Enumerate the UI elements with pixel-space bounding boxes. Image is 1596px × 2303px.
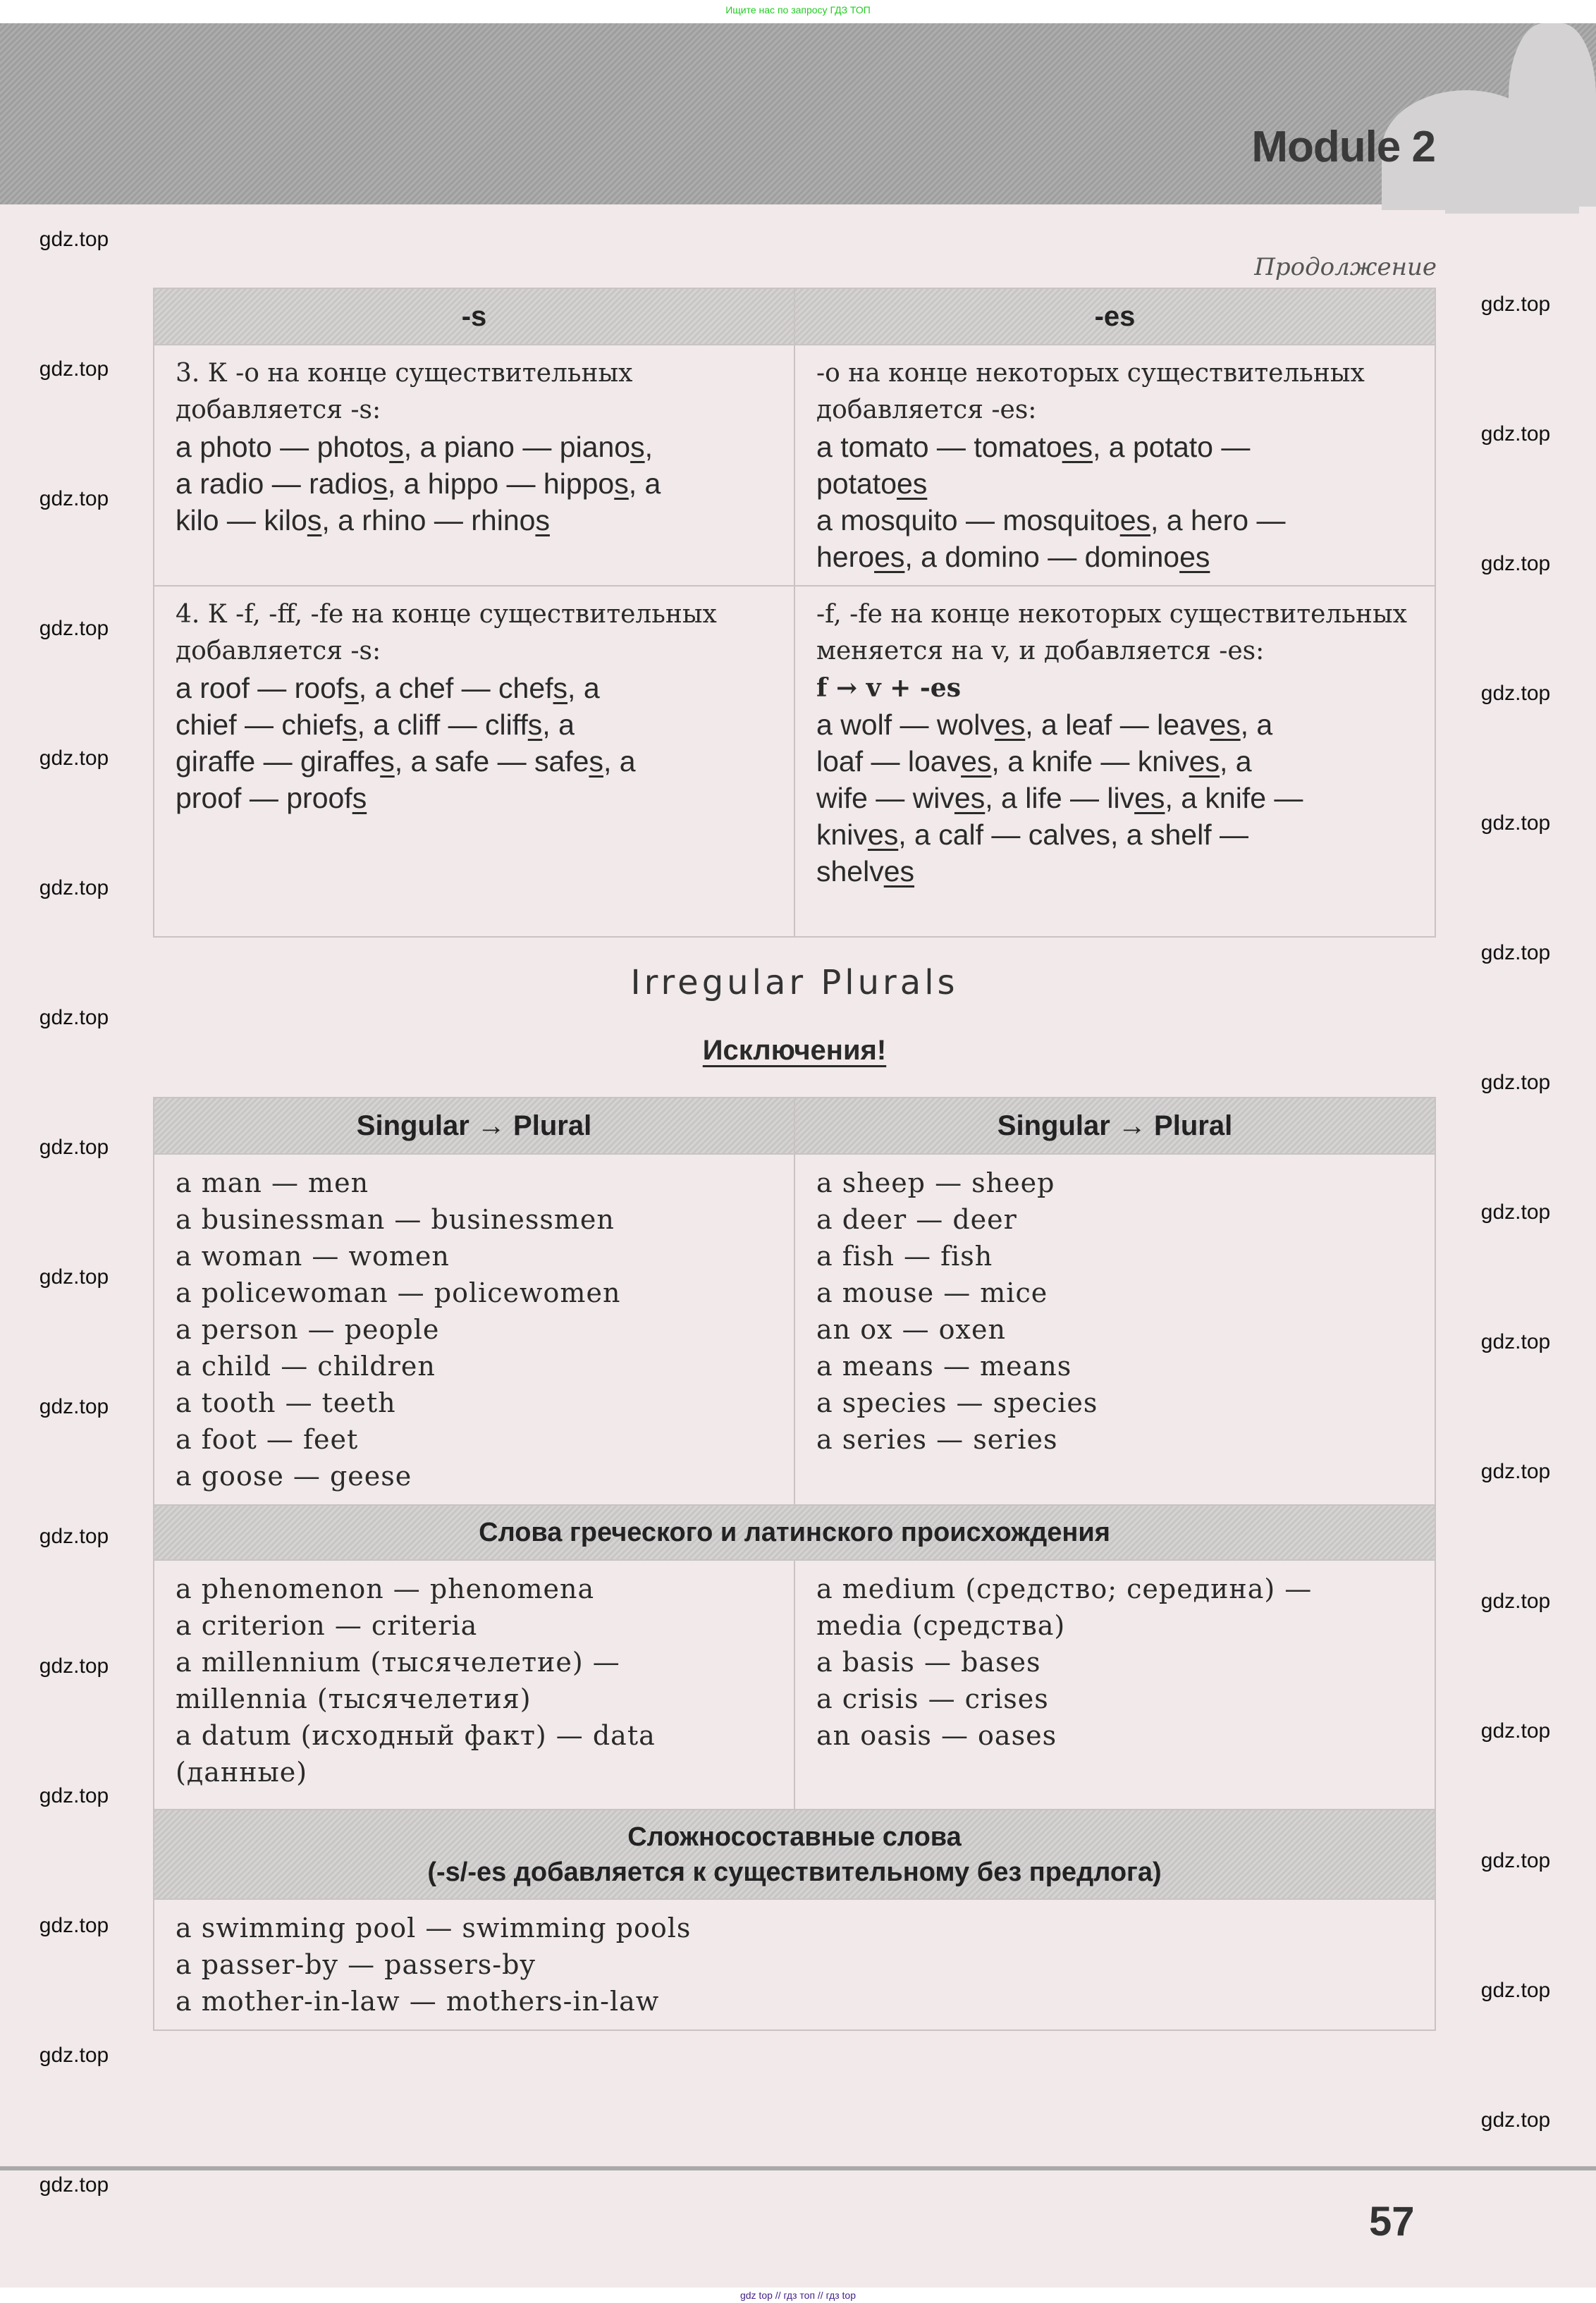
- list-item: a mouse — mice: [816, 1277, 1048, 1308]
- watermark: gdz.top: [39, 1654, 109, 1678]
- rule-formula: f → v + -es: [816, 673, 961, 703]
- list-item: a foot — feet: [176, 1424, 359, 1455]
- column-header-es: -es: [794, 288, 1435, 345]
- watermark: gdz.top: [1480, 1979, 1551, 2002]
- compound-header: [154, 1810, 1435, 1899]
- list-item: a tooth — teeth: [176, 1387, 396, 1418]
- list-item: (данные): [176, 1757, 308, 1788]
- section-title: Irregular Plurals: [630, 963, 959, 1002]
- example-line: potatoes: [816, 467, 928, 500]
- list-item: media (средства): [816, 1610, 1066, 1641]
- rule-cell: [794, 345, 1435, 586]
- list-item: a means — means: [816, 1351, 1072, 1382]
- watermark: gdz.top: [39, 1265, 109, 1289]
- watermark: gdz.top: [1480, 811, 1551, 835]
- continuation-label: Продолжение: [1254, 253, 1437, 281]
- list-item: a basis — bases: [816, 1647, 1041, 1678]
- list-cell: [794, 1560, 1435, 1810]
- list-item: a medium (средство; середина) —: [816, 1573, 1313, 1604]
- footer-divider: [0, 2166, 1596, 2170]
- list-cell: [154, 1899, 1435, 2030]
- example-line: a tomato — tomatoes, a potato —: [816, 431, 1251, 463]
- list-item: a sheep — sheep: [816, 1167, 1055, 1198]
- list-item: a passer-by — passers-by: [176, 1949, 536, 1980]
- section-subtitle-wrap: [153, 1032, 1436, 1069]
- list-cell: [154, 1560, 794, 1810]
- irregular-plurals-table: [153, 1097, 1436, 2031]
- list-item: a deer — deer: [816, 1204, 1017, 1235]
- watermark: gdz.top: [1480, 1200, 1551, 1224]
- example-line: shelves: [816, 855, 915, 888]
- examples: [816, 706, 1413, 890]
- rule-text: 3. К -o на конце существительных добавляется -s:: [176, 359, 633, 424]
- list-item: a goose — geese: [176, 1461, 412, 1492]
- watermark: gdz.top: [1480, 293, 1551, 316]
- watermark: gdz.top: [1480, 1330, 1551, 1353]
- watermark: gdz.top: [39, 1784, 109, 1807]
- watermark: gdz.top: [39, 1395, 109, 1418]
- watermark: gdz.top: [39, 2173, 109, 2197]
- list-item: a criterion — criteria: [176, 1610, 478, 1641]
- example-line: wife — wives, a life — lives, a knife —: [816, 782, 1303, 814]
- list-item: a child — children: [176, 1351, 436, 1382]
- watermark: gdz.top: [39, 876, 109, 899]
- list-item: an oasis — oases: [816, 1720, 1057, 1751]
- list-item: a policewoman — policewomen: [176, 1277, 621, 1308]
- bottom-banner[interactable]: gdz top // гдз топ // гдз top: [739, 2290, 857, 2301]
- list-item: a datum (исходный факт) — data: [176, 1720, 656, 1751]
- module-title: Module 2: [1251, 123, 1435, 171]
- watermark: gdz.top: [39, 228, 109, 251]
- example-line: a photo — photos, a piano — pianos,: [176, 431, 653, 463]
- example-line: a mosquito — mosquitoes, a hero —: [816, 504, 1286, 536]
- watermark: gdz.top: [39, 2044, 109, 2067]
- list-item: a millennium (тысячелетие) —: [176, 1647, 620, 1678]
- example-line: knives, a calf — calves, a shelf —: [816, 818, 1248, 851]
- rule-cell: [794, 586, 1435, 937]
- watermark: gdz.top: [39, 747, 109, 770]
- list-item: an ox — oxen: [816, 1314, 1006, 1345]
- table-row: [154, 345, 1435, 586]
- compound-title: Сложносоставные слова: [627, 1822, 962, 1852]
- example-line: a roof — roofs, a chef — chefs, a: [176, 672, 600, 704]
- examples: [816, 429, 1413, 575]
- watermark: gdz.top: [39, 1525, 109, 1548]
- list-item: millennia (тысячелетия): [176, 1683, 532, 1714]
- watermark: gdz.top: [39, 1914, 109, 1937]
- watermark: gdz.top: [39, 357, 109, 381]
- column-header: Singular → Plural: [154, 1098, 794, 1154]
- list-item: a phenomenon — phenomena: [176, 1573, 595, 1604]
- list-cell: [794, 1154, 1435, 1505]
- rule-text: 4. К -f, -ff, -fe на конце существительных добавляется -s:: [176, 600, 717, 665]
- compound-note: (-s/-es добавляется к существительному без предлога): [427, 1857, 1162, 1887]
- rule-cell: [154, 586, 794, 937]
- list-item: a fish — fish: [816, 1241, 993, 1272]
- watermark: gdz.top: [1480, 422, 1551, 446]
- rule-cell: [154, 345, 794, 586]
- table-row: [154, 586, 1435, 937]
- watermark: gdz.top: [1480, 682, 1551, 705]
- column-header-s: -s: [154, 288, 794, 345]
- watermark: gdz.top: [1480, 552, 1551, 575]
- watermark: gdz.top: [1480, 1590, 1551, 1613]
- example-line: kilo — kilos, a rhino — rhinos: [176, 504, 550, 536]
- list-item: a person — people: [176, 1314, 440, 1345]
- greek-latin-header: Слова греческого и латинского происхождения: [154, 1505, 1435, 1560]
- watermark: gdz.top: [1480, 2108, 1551, 2132]
- example-line: loaf — loaves, a knife — knives, a: [816, 745, 1252, 778]
- list-item: a species — species: [816, 1387, 1098, 1418]
- rule-text: -f, -fe на конце некоторых существительных меняется на v, и добавляется -es:: [816, 600, 1407, 665]
- list-item: a crisis — crises: [816, 1683, 1049, 1714]
- rule-text: -o на конце некоторых существительных добавляется -es:: [816, 359, 1365, 424]
- list-item: a man — men: [176, 1167, 369, 1198]
- list-item: a businessman — businessmen: [176, 1204, 615, 1235]
- top-banner[interactable]: Ищите нас по запросу ГДЗ ТОП: [725, 4, 871, 16]
- page-number: 57: [1369, 2199, 1415, 2244]
- list-item: a series — series: [816, 1424, 1058, 1455]
- watermark: gdz.top: [39, 1136, 109, 1159]
- textbook-page: [0, 23, 1596, 2287]
- list-cell: [154, 1154, 794, 1505]
- watermark: gdz.top: [1480, 1849, 1551, 1872]
- section-subtitle: Исключения!: [702, 1035, 887, 1066]
- column-header: Singular → Plural: [794, 1098, 1435, 1154]
- example-line: chief — chiefs, a cliff — cliffs, a: [176, 708, 575, 741]
- watermark: gdz.top: [39, 1006, 109, 1029]
- header-band: [0, 23, 1596, 204]
- watermark: gdz.top: [1480, 1071, 1551, 1094]
- examples: [176, 670, 773, 816]
- list-item: a woman — women: [176, 1241, 450, 1272]
- example-line: heroes, a domino — dominoes: [816, 541, 1210, 573]
- example-line: a radio — radios, a hippo — hippos, a: [176, 467, 661, 500]
- example-line: giraffe — giraffes, a safe — safes, a: [176, 745, 636, 778]
- example-line: a wolf — wolves, a leaf — leaves, a: [816, 708, 1273, 741]
- list-item: a mother-in-law — mothers-in-law: [176, 1986, 660, 2017]
- watermark: gdz.top: [1480, 1460, 1551, 1483]
- example-line: proof — proofs: [176, 782, 367, 814]
- list-item: a swimming pool — swimming pools: [176, 1912, 692, 1943]
- watermark: gdz.top: [1480, 941, 1551, 964]
- content-flow: [153, 288, 1436, 2031]
- plural-rules-table: [153, 288, 1436, 938]
- watermark: gdz.top: [39, 617, 109, 640]
- watermark: gdz.top: [1480, 1719, 1551, 1743]
- watermark: gdz.top: [39, 487, 109, 510]
- examples: [176, 429, 773, 539]
